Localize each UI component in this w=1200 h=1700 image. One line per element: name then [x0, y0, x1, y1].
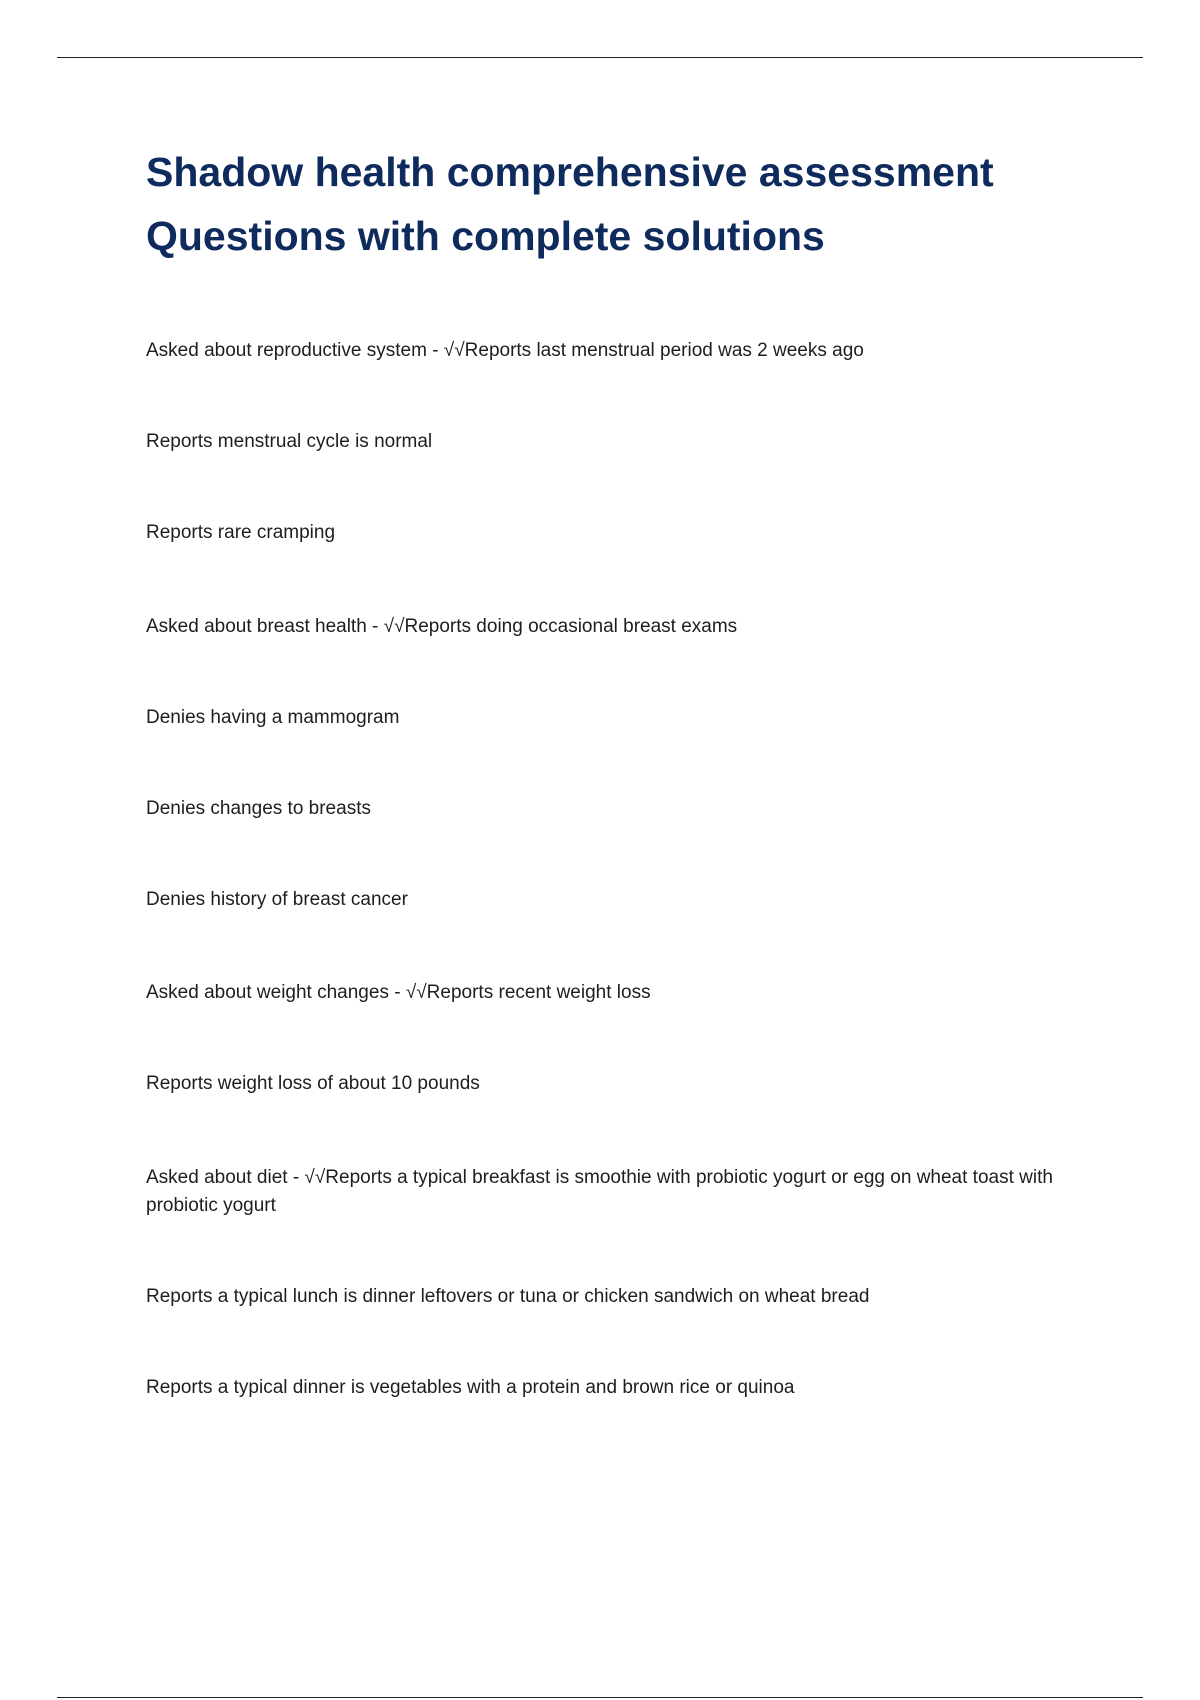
qa-entry: Asked about reproductive system - √√Reports last menstrual period was 2 weeks ago — [146, 340, 864, 361]
qa-entry: Denies history of breast cancer — [146, 889, 408, 910]
qa-entry: Reports weight loss of about 10 pounds — [146, 1073, 480, 1094]
title-line-1: Shadow health comprehensive assessment — [146, 149, 994, 195]
qa-entry: Asked about weight changes - √√Reports recent weight loss — [146, 982, 651, 1003]
title-line-2: Questions with complete solutions — [146, 213, 825, 259]
bottom-rule — [57, 1697, 1143, 1698]
qa-entry: Reports a typical dinner is vegetables with a protein and brown rice or quinoa — [146, 1377, 795, 1398]
document-title — [146, 140, 1066, 268]
qa-entry: Reports a typical lunch is dinner leftovers or tuna or chicken sandwich on wheat bread — [146, 1286, 870, 1307]
qa-entry: Denies changes to breasts — [146, 798, 371, 819]
qa-entry: Reports rare cramping — [146, 522, 336, 543]
qa-entry: Reports menstrual cycle is normal — [146, 431, 433, 452]
qa-entry: Asked about diet - √√Reports a typical breakfast is smoothie with probiotic yogurt or egg on wheat toast with probiotic yogurt — [146, 1167, 1053, 1216]
qa-entry: Asked about breast health - √√Reports doing occasional breast exams — [146, 616, 738, 637]
qa-entry: Denies having a mammogram — [146, 707, 400, 728]
top-rule — [57, 57, 1143, 58]
